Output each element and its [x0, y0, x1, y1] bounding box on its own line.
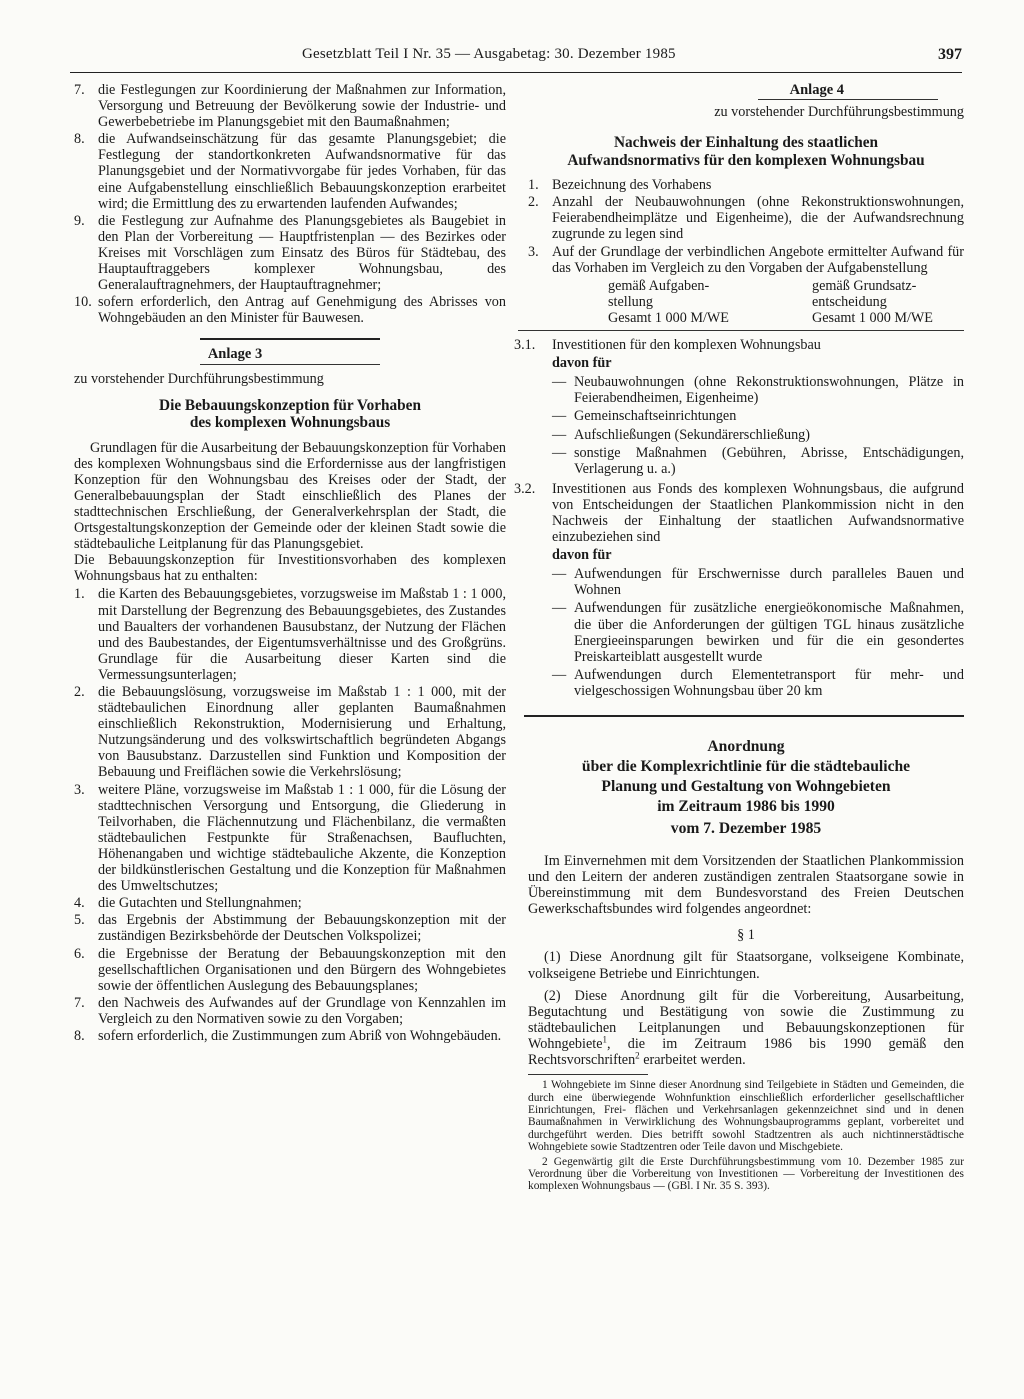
- item-number: 9.: [74, 212, 85, 229]
- section-text: Investitionen aus Fonds des komplexen Wohnungsbaus, die aufgrund von Entscheidungen der Staatlichen Plankommission nicht in den Nachweis der Einhaltung der staatlichen Aufwandsnormative einzubeziehen sind: [552, 480, 964, 546]
- item-text: die Karten des Bebauungsgebietes, vorzugsweise im Maßstab 1 : 1 000, mit Darstellung der Begrenzung des Bebauungsgebietes, des Zustandes und Baualters der vorhandenen Bausubstanz, der Nutzung der Flächen und des Baubestandes, der Eigentumsverhältnisse und des Großgrüns. Grundlage für die Ausarbeitung dieser Karten sind die Vermessungsunterlagen;: [98, 586, 506, 683]
- page-number: 397: [938, 46, 962, 63]
- list-item: [74, 213, 506, 293]
- list-item: [74, 586, 506, 683]
- item-text: sofern erforderlich, die Zustimmungen zum Abriß von Wohngebäuden.: [98, 1027, 502, 1044]
- reference-label: gemäß Grundsatz-: [812, 277, 917, 294]
- item-text: Bezeichnung des Vorhabens: [552, 177, 712, 194]
- paragraph-text: (2) Diese Anordnung gilt für die Vorbereitung, Ausarbeitung, Begutachtung und Bestätigung von sowie die Zustimmung zu städtebaulichen Leitplanungen und Bebauungskonzeptionen für Wohngebiete: [528, 987, 964, 1052]
- dash-text: Aufschließungen (Sekundärerschließung): [574, 426, 810, 443]
- item-number: 2.: [528, 194, 539, 211]
- section-divider: [200, 338, 380, 340]
- left-column: [74, 82, 506, 1045]
- dash-list: [552, 566, 964, 699]
- item-number: 8.: [74, 1027, 85, 1044]
- dash-list: [552, 374, 964, 477]
- item-number: 3.: [74, 781, 85, 798]
- item-number: 4.: [74, 895, 85, 912]
- list-item: [74, 684, 506, 781]
- list-item: [74, 294, 506, 326]
- anlage-4-heading: [528, 134, 964, 169]
- list-item: [74, 1028, 506, 1044]
- anlage-4-label: Anlage 4: [789, 82, 844, 98]
- dash-bullet: —: [552, 566, 567, 583]
- list-item: [528, 244, 964, 276]
- item-text: das Ergebnis der Abstimmung der Bebauungskonzeption mit der zuständigen Bezirksbehörde der Deutschen Volkspolizei;: [98, 912, 506, 945]
- list-item: [74, 82, 506, 130]
- anlage-3-subtitle: zu vorstehender Durchführungsbestimmung: [74, 370, 324, 387]
- reference-label: gemäß Aufgaben-: [608, 277, 710, 294]
- dash-item: [552, 667, 964, 699]
- page-header: [70, 44, 962, 73]
- dash-item: [552, 566, 964, 598]
- reference-left: [608, 278, 748, 326]
- anlage-3-heading: [74, 397, 506, 432]
- section-text: Investitionen für den komplexen Wohnungsbau: [552, 337, 821, 354]
- dash-text: Aufwendungen durch Elementetransport für mehr- und vielgeschossigen Wohnungsbau über 20 km: [574, 666, 964, 699]
- item-text: weitere Pläne, vorzugsweise im Maßstab 1 : 1 000, für die Lösung der stadttechnischen Versorgung und Entsorgung, die Gliederung in Teilvorhaben, die Flächennutzung und Flächenbilanz, die vermaßten städtebaulichen Festpunkte für Straßenachsen, Baufluchten, Höhenangaben und wichtige städtebauliche Akzente, die Konzeption der bildkünstlerischen Gestaltung und die Konzeption für Maßnahmen des Umweltschutzes;: [98, 781, 506, 895]
- item-number: 6.: [74, 945, 85, 962]
- davon-label: davon für: [552, 547, 612, 564]
- list-item: [74, 131, 506, 211]
- list-item: [74, 912, 506, 944]
- reference-table: [528, 278, 964, 326]
- footnote-1: 1 Wohngebiete im Sinne dieser Anordnung sind Teilgebiete in Städten und Gemeinden, die durch eine überwiegende Wohnfunktion einschließlich erforderlicher gesellschaftlicher Einrichtungen, Frei- flächen und Verkehrsanlagen gekennzeichnet sind und in denen Baumaßnahmen in Verwirklichung des Wohnungsbauprogramms geplant, vorbereitet und durchgeführt werden. Dies betrifft sowohl Stadtzentren als auch nichtinnerstädtische Wohngebiete sowie Stadtzentren oder Teile davon und Mischgebiete.: [528, 1079, 964, 1154]
- item-text: die Festlegung zur Aufnahme des Planungsgebietes als Baugebiet in den Plan der Vorbereitung — Hauptfristenplan — des Bezirkes oder Kreises mit Vorschlägen zum Einsatz des Büros für Städtebau, des Hauptauftraggebers komplexer Wohnungsbau, des Generalauftragnehmers, der Hauptauftragnehmer;: [98, 212, 506, 294]
- item-number: 2.: [74, 684, 85, 700]
- table-rule: [518, 330, 964, 331]
- numbered-list: [74, 586, 506, 1044]
- item-number: 5.: [74, 912, 85, 929]
- heading-date: vom 7. Dezember 1985: [670, 820, 822, 837]
- item-number: 1.: [528, 177, 539, 194]
- item-number: 3.: [528, 243, 539, 260]
- heading-line: Die Bebauungskonzeption für Vorhaben: [159, 396, 421, 414]
- paragraph: [528, 988, 964, 1068]
- dash-bullet: —: [552, 408, 567, 425]
- dash-text: sonstige Maßnahmen (Gebühren, Abrisse, Entschädigungen, Verlagerung u. a.): [574, 444, 964, 477]
- paragraph-text: , die im Zeitraum 1986 bis 1990 gemäß den Rechtsvorschriften: [528, 1035, 964, 1069]
- footnote-2: 2 Gegenwärtig gilt die Erste Durchführungsbestimmung vom 10. Dezember 1985 zur Verordnung über die Vorbereitung von Investitionen — Vorbereitung der Investitionen des komplexen Wohnungsbaus — (GBl. I Nr. 35 S. 393).: [528, 1155, 964, 1193]
- paragraph-mark: § 1: [737, 927, 755, 944]
- right-column: [514, 82, 964, 1193]
- dash-item: [552, 408, 964, 424]
- dash-text: Aufwendungen für Erschwernisse durch paralleles Bauen und Wohnen: [574, 566, 964, 599]
- item-number: 1.: [74, 586, 85, 603]
- item-number: 10.: [74, 294, 92, 311]
- dash-bullet: —: [552, 666, 567, 683]
- anlage-underline: [200, 364, 380, 365]
- list-item: [74, 895, 506, 911]
- item-text: sofern erforderlich, den Antrag auf Genehmigung des Abrisses von Wohngebäuden an den Minister für Bauwesen.: [98, 294, 506, 327]
- reference-value: Gesamt 1 000 M/WE: [608, 309, 729, 326]
- dash-item: [552, 427, 964, 443]
- section-3-2: [514, 481, 964, 545]
- paragraph: Im Einvernehmen mit dem Vorsitzenden der Staatlichen Plankommission und den Leitern der anderen zuständigen zentralen Staatsorgane sowie in Übereinstimmung mit dem Bundesvorstand des Freien Deutschen Gewerkschaftsbundes wird folgendes angeordnet:: [528, 853, 964, 918]
- item-text: die Aufwandseinschätzung für das gesamte Planungsgebiet; die Festlegung der standortkonkreten Aufwandsnormative für das Planungsgebiet und der Normativvorgabe für jedes Vorhaben, für das eine Aufgabenstellung einschließlich Bebauungskonzeption erarbeitet wird; die Ermittlung des zu erwartenden laufenden Aufwandes;: [98, 131, 506, 212]
- heading-line: Nachweis der Einhaltung des staatlichen: [613, 134, 879, 152]
- list-item: [74, 946, 506, 994]
- dash-text: Aufwendungen für zusätzliche energieökonomische Maßnahmen, die über die Anforderungen der gültigen TGL hinaus zusätzliche Energieeinsparungen bewirken und für die ein gesondertes Preiskarteiblatt ausgestellt wurde: [574, 600, 964, 665]
- reference-value: Gesamt 1 000 M/WE: [812, 309, 933, 326]
- anlage-underline: [758, 99, 938, 100]
- paragraph: (1) Diese Anordnung gilt für Staatsorgane, volkseigene Kombinate, volkseigene Betriebe und Einrichtungen.: [528, 949, 964, 982]
- item-text: den Nachweis des Aufwandes auf der Grundlage von Kennzahlen im Vergleich zu den Normativen sowie zu den Vorgaben;: [98, 994, 506, 1027]
- item-text: die Ergebnisse der Beratung der Bebauungskonzeption mit den gesellschaftlichen Organisationen und den Bürgern des Wohngebietes sowie der öffentlichen Auslegung des Bebauungsplanes;: [98, 945, 506, 994]
- dash-item: [552, 445, 964, 477]
- list-item: [74, 782, 506, 895]
- numbered-list: [528, 177, 964, 276]
- reference-label: entscheidung: [812, 293, 887, 310]
- header-title: Gesetzblatt Teil I Nr. 35 — Ausgabetag: 30. Dezember 1985: [302, 46, 676, 62]
- dash-bullet: —: [552, 444, 567, 461]
- reference-right: [812, 278, 952, 326]
- paragraph-text: erarbeitet werden.: [639, 1052, 746, 1069]
- item-number: 8.: [74, 131, 85, 148]
- heading-line: des komplexen Wohnungsbaus: [189, 414, 391, 432]
- heading-line: über die Komplexrichtlinie für die städtebauliche: [581, 758, 911, 775]
- heading-line: Anordnung: [707, 738, 785, 755]
- item-number: 7.: [74, 82, 85, 98]
- heading-line: Aufwandsnormativs für den komplexen Wohnungsbau: [567, 151, 925, 169]
- footnote-ref: 2: [635, 1050, 640, 1061]
- dash-item: [552, 600, 964, 664]
- section-number: 3.1.: [514, 337, 536, 354]
- heading-line: im Zeitraum 1986 bis 1990: [657, 798, 835, 815]
- item-text: Anzahl der Neubauwohnungen (ohne Rekonstruktionswohnungen, Feierabendheimplätze und Eigenheime), die der Aufwandsrechnung zugrunde zu legen sind: [552, 194, 964, 243]
- anlage-4-subtitle: zu vorstehender Durchführungsbestimmung: [714, 104, 964, 121]
- item-text: Auf der Grundlage der verbindlichen Angebote ermittelter Aufwand für das Vorhaben im Vergleich zu den Vorgaben der Aufgabenstellung: [552, 243, 964, 276]
- paragraph: Die Bebauungskonzeption für Investitionsvorhaben des komplexen Wohnungsbaus hat zu enthalten:: [74, 552, 506, 585]
- dash-item: [552, 374, 964, 406]
- list-item: [528, 194, 964, 242]
- anlage-3-label: Anlage 3: [207, 346, 263, 363]
- item-number: 7.: [74, 994, 85, 1011]
- dash-bullet: —: [552, 426, 567, 443]
- item-text: die Gutachten und Stellungnahmen;: [98, 895, 302, 912]
- dash-bullet: —: [552, 600, 567, 617]
- paragraph: Grundlagen für die Ausarbeitung der Bebauungskonzeption für Vorhaben des komplexen Wohnungsbaus sind die Erfordernisse aus der langfristigen Konzeption für den Wohnungsbau des Kreises oder der Stadt, der Generalbebauungsplan der Stadt einschließlich des Planes der stadttechnischen Erschließung, der Generalverkehrsplan der Stadt, die Ortsgestaltungskonzeption der Gemeinde oder der kleinen Stadt sowie die städtebauliche Leitplanung für das Planungsgebiet.: [74, 439, 506, 553]
- section-number: 3.2.: [514, 480, 536, 497]
- dash-bullet: —: [552, 374, 567, 391]
- reference-label: stellung: [608, 293, 653, 310]
- list-item: [74, 995, 506, 1027]
- section-3-1: [514, 337, 964, 353]
- davon-label: davon für: [552, 355, 612, 372]
- footnote-ref: 1: [602, 1034, 607, 1045]
- anordnung-heading: [528, 737, 964, 839]
- heading-line: Planung und Gestaltung von Wohngebieten: [601, 778, 891, 795]
- item-text: die Festlegungen zur Koordinierung der Maßnahmen zur Information, Versorgung und Betreuung der Bevölkerung sowie der Industrie- und Gewerbebetriebe im Planungsgebiet mit den Baumaßnahmen;: [98, 82, 506, 131]
- dash-text: Gemeinschaftseinrichtungen: [574, 408, 737, 425]
- section-divider: [524, 715, 964, 717]
- item-text: die Bebauungslösung, vorzugsweise im Maßstab 1 : 1 000, mit der städtebaulichen Einordnung aller geplanten Baumaßnahmen einschließlich Rekonstruktion, Modernisierung und Erhaltung, Nutzungsänderung und des volkswirtschaftlich begründeten Abgangs von Bausubstanz. Darzustellen sind Funktion und Komposition der Bebauung und Freiflächen sowie die Verkehrslösung;: [98, 684, 506, 781]
- list-item: [528, 177, 964, 193]
- footnote-rule: [528, 1074, 648, 1075]
- list-continued: [74, 82, 506, 326]
- dash-text: Neubauwohnungen (ohne Rekonstruktionswohnungen, Plätze in Feierabendheimen, Eigenheime): [574, 374, 964, 407]
